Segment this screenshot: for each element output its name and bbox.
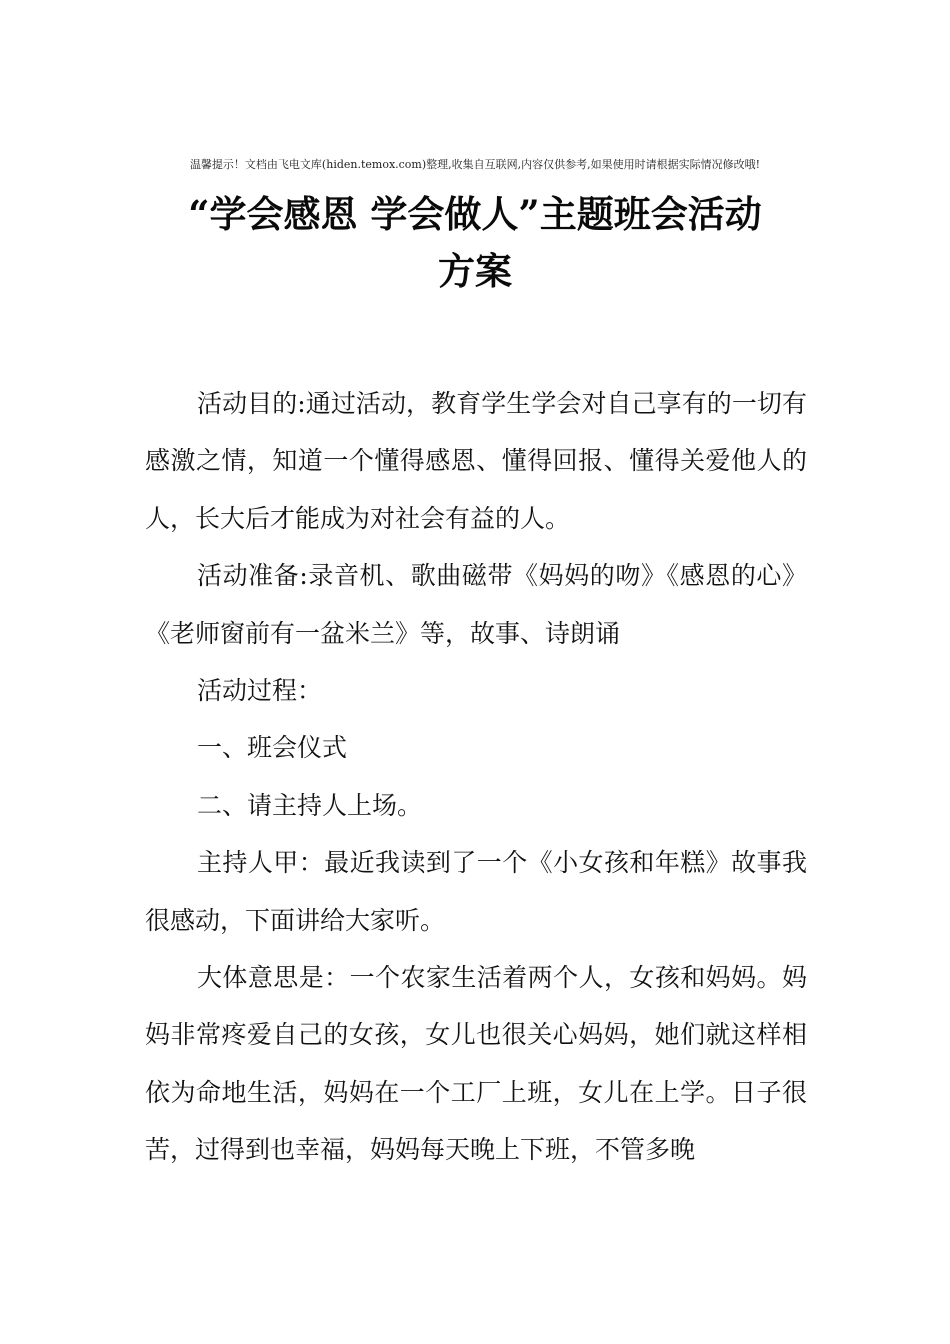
- header-notice: 温馨提示！文档由飞电文库(hiden.temox.com)整理,收集自互联网,内容仅供参考,如果使用时请根据实际情况修改哦!: [189, 158, 761, 171]
- paragraph-process-heading: 活动过程：: [197, 676, 323, 706]
- paragraph-purpose: 活动目的:通过活动，教育学生学会对自己享有的一切有感激之情，知道一个懂得感恩、懂得回报、懂得关爱他人的人，长大后才能成为对社会有益的人。: [145, 389, 807, 533]
- paragraph-step-2: 二、请主持人上场。: [197, 790, 423, 820]
- paragraph-host-a: 主持人甲：最近我读到了一个《小女孩和年糕》故事我很感动，下面讲给大家听。: [145, 848, 807, 935]
- document-title: [140, 186, 810, 300]
- paragraph-story: 大体意思是：一个农家生活着两个人，女孩和妈妈。妈妈非常疼爱自己的女孩，女儿也很关心妈妈，她们就这样相依为命地生活，妈妈在一个工厂上班，女儿在上学。日子很苦，过得到也幸福，妈妈每天晚上下班，不管多晚: [145, 963, 807, 1165]
- document-body: [145, 375, 807, 1179]
- title-line-1: “学会感恩 学会做人”主题班会活动: [188, 192, 762, 236]
- title-line-2: 方案: [438, 249, 512, 293]
- paragraph-preparation: 活动准备:录音机、歌曲磁带《妈妈的吻》《感恩的心》《老师窗前有一盆米兰》等，故事、诗朗诵: [145, 561, 807, 648]
- paragraph-step-1: 一、班会仪式: [197, 733, 348, 763]
